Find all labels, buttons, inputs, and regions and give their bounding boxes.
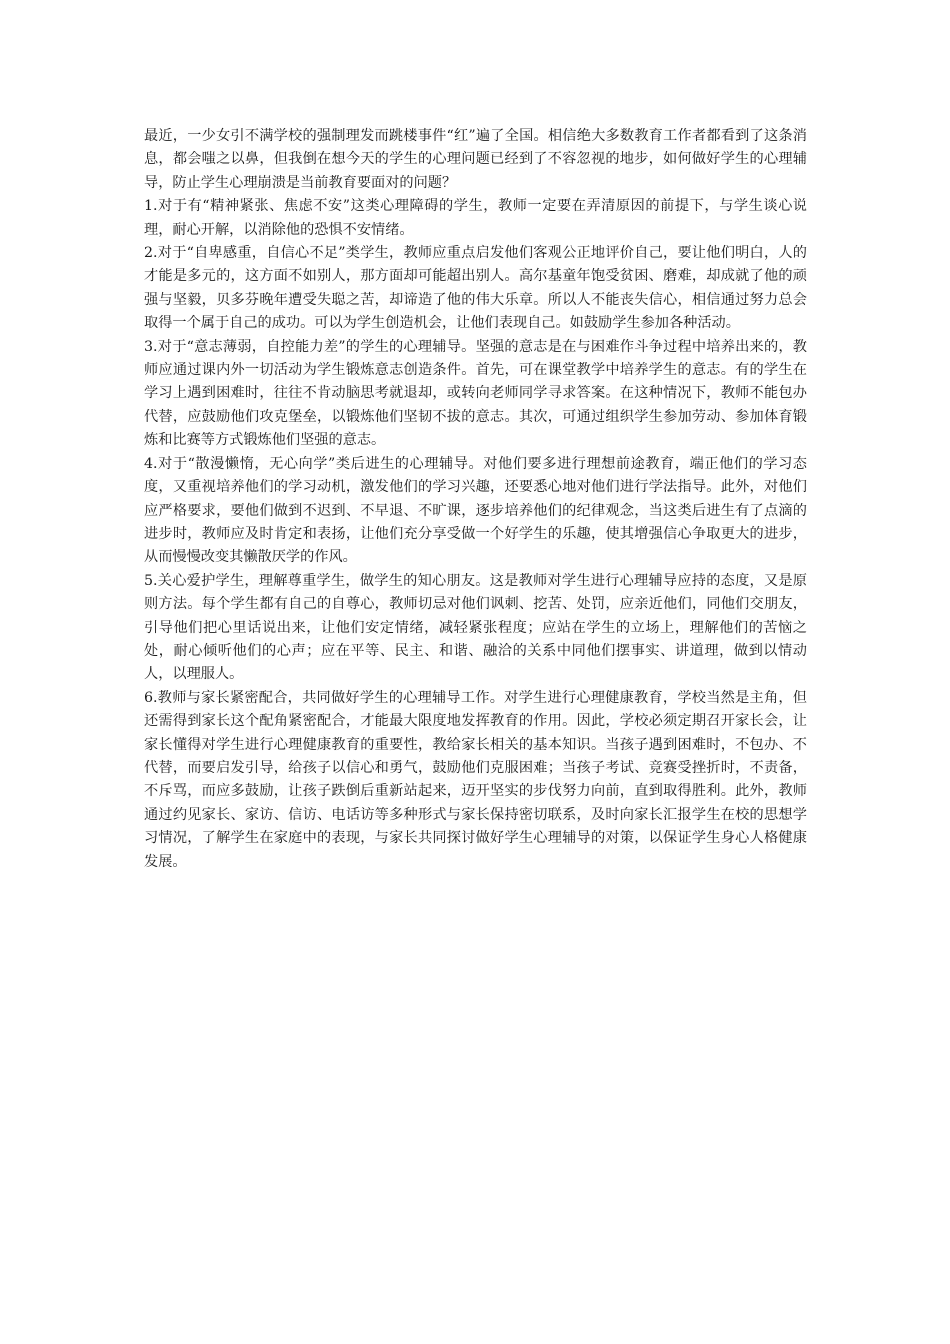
point-2-paragraph: 2.对于“自卑感重，自信心不足”类学生，教师应重点启发他们客观公正地评价自己，要让他们明白，人的才能是多元的，这方面不如别人，那方面却可能超出别人。高尔基童年饱受贫困、磨难，却成就了他的顽强与坚毅，贝多芬晚年遭受失聪之苦，却谛造了他的伟大乐章。所以人不能丧失信心，相信通过努力总会取得一个属于自己的成功。可以为学生创造机会，让他们表现自己。如鼓励学生参加各种活动。 (144, 245, 807, 332)
point-6-paragraph: 6.教师与家长紧密配合，共同做好学生的心理辅导工作。对学生进行心理健康教育，学校当然是主角，但还需得到家长这个配角紧密配合，才能最大限度地发挥教育的作用。因此，学校必须定期召开家长会，让家长懂得对学生进行心理健康教育的重要性，教给家长相关的基本知识。当孩子遇到困难时，不包办、不代替，而要启发引导，给孩子以信心和勇气，鼓励他们克服困难；当孩子考试、竞赛受挫折时，不责备，不斥骂，而应多鼓励，让孩子跌倒后重新站起来，迈开坚实的步伐努力向前，直到取得胜利。此外，教师通过约见家长、家访、信访、电话访等多种形式与家长保持密切联系，及时向家长汇报学生在校的思想学习情况，了解学生在家庭中的表现，与家长共同探讨做好学生心理辅导的对策，以保证学生身心人格健康发展。 (144, 689, 807, 870)
intro-paragraph: 最近，一少女引不满学校的强制理发而跳楼事件“红”遍了全国。相信绝大多数教育工作者都看到了这条消息，都会嗤之以鼻，但我倒在想今天的学生的心理问题已经到了不容忽视的地步，如何做好学生的心理辅导，防止学生心理崩溃是当前教育要面对的问题？ (144, 128, 807, 191)
point-5-paragraph: 5.关心爱护学生，理解尊重学生，做学生的知心朋友。这是教师对学生进行心理辅导应持的态度，又是原则方法。每个学生都有自己的自尊心，教师切忌对他们讽刺、挖苦、处罚，应亲近他们，同他们交朋友，引导他们把心里话说出来，让他们安定情绪，减轻紧张程度；应站在学生的立场上，理解他们的苦恼之处，耐心倾听他们的心声；应在平等、民主、和谐、融洽的关系中同他们摆事实、讲道理，做到以情动人，以理服人。 (144, 572, 807, 683)
point-3-paragraph: 3.对于“意志薄弱，自控能力差”的学生的心理辅导。坚强的意志是在与困难作斗争过程中培养出来的，教师应通过课内外一切活动为学生锻炼意志创造条件。首先，可在课堂教学中培养学生的意志。有的学生在学习上遇到困难时，往往不肯动脑思考就退却，或转向老师同学寻求答案。在这种情况下，教师不能包办代替，应鼓励他们攻克堡垒，以锻炼他们坚韧不拔的意志。其次，可通过组织学生参加劳动、参加体育锻炼和比赛等方式锻炼他们坚强的意志。 (144, 338, 807, 449)
point-4-paragraph: 4.对于“散漫懒惰，无心向学”类后进生的心理辅导。对他们要多进行理想前途教育，端正他们的学习态度，又重视培养他们的学习动机，激发他们的学习兴趣，还要悉心地对他们进行学法指导。此外，对他们应严格要求，要他们做到不迟到、不早退、不旷课，逐步培养他们的纪律观念，当这类后进生有了点滴的进步时，教师应及时肯定和表扬，让他们充分享受做一个好学生的乐趣，使其增强信心争取更大的进步，从而慢慢改变其懒散厌学的作风。 (144, 455, 807, 566)
document-body (144, 125, 807, 874)
point-1-paragraph: 1.对于有“精神紧张、焦虑不安”这类心理障碍的学生，教师一定要在弄清原因的前提下，与学生谈心说理，耐心开解，以消除他的恐惧不安情绪。 (144, 198, 807, 238)
